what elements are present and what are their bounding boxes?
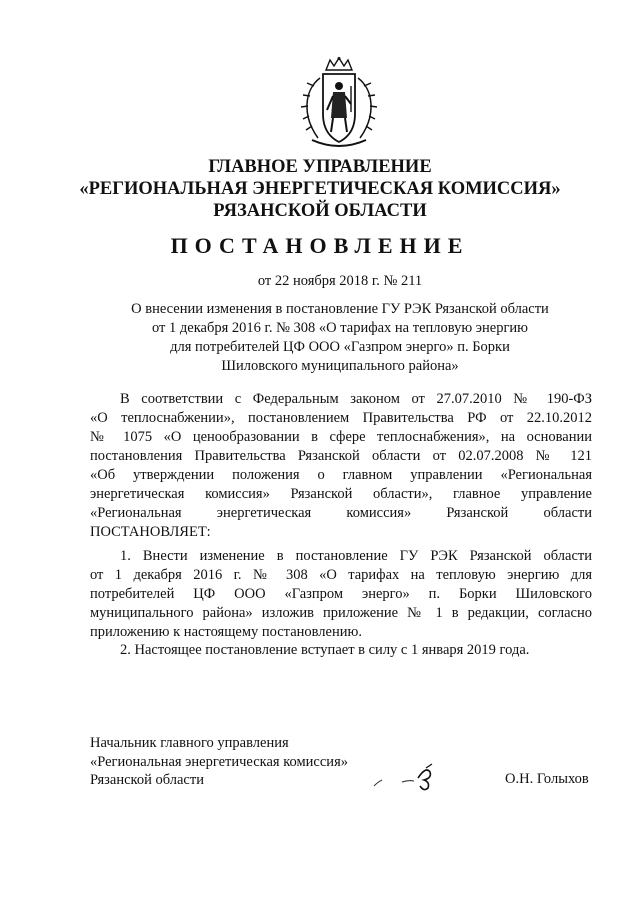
item-1-line: приложению к настоящему постановлению. [90,624,362,640]
item-1-paragraph [90,547,592,642]
item-2-paragraph [90,641,592,660]
coat-of-arms-icon [296,56,382,152]
signatory-name: О.Н. Голыхов [505,771,589,787]
subject-block [0,300,640,376]
signatory-position-line: Начальник главного управления [90,735,289,751]
subject-line: для потребителей ЦФ ООО «Газпром энерго» п. Борки [170,339,510,355]
preamble-line: постановления Правительства Рязанской области от 02.07.2008 № 121 [90,448,592,464]
agency-title-line-3: РЯЗАНСКОЙ ОБЛАСТИ [213,201,427,221]
document-type-title: ПОСТАНОВЛЕНИЕ [170,233,470,258]
agency-title-line-1: ГЛАВНОЕ УПРАВЛЕНИЕ [208,157,432,177]
preamble-line: энергетическая комиссия» Рязанской области», главное управление [90,486,592,502]
date-and-number: от 22 ноября 2018 г. № 211 [257,273,423,289]
agency-title-line-2: «РЕГИОНАЛЬНАЯ ЭНЕРГЕТИЧЕСКАЯ КОМИССИЯ» [79,179,561,199]
item-1-line: 1. Внести изменение в постановление ГУ РЭК Рязанской области [120,548,592,564]
preamble-line: «Региональная энергетическая комиссия» Рязанской области [90,505,592,521]
preamble-line: В соответствии с Федеральным законом от 27.07.2010 № 190-ФЗ [120,391,592,407]
signatory-position-line: Рязанской области [90,772,204,788]
preamble-line: ПОСТАНОВЛЯЕТ: [90,524,211,540]
signatory-position-line: «Региональная энергетическая комиссия» [90,753,348,770]
handwritten-signature [372,760,442,792]
subject-line: О внесении изменения в постановление ГУ РЭК Рязанской области [131,301,549,317]
preamble-paragraph [90,390,592,542]
item-2-line: 2. Настоящее постановление вступает в силу с 1 января 2019 года. [120,642,530,658]
signatory-position [90,734,348,790]
preamble-line: № 1075 «О ценообразовании в сфере теплоснабжения», на основании [90,429,592,445]
item-1-line: от 1 декабря 2016 г. № 308 «О тарифах на тепловую энергию для [90,567,592,583]
item-1-line: муниципального района» изложив приложение № 1 в редакции, согласно [90,605,592,621]
subject-line: от 1 декабря 2016 г. № 308 «О тарифах на тепловую энергию [151,320,529,336]
item-1-line: потребителей ЦФ ООО «Газпром энерго» п. Борки Шиловского [90,586,592,602]
preamble-line: «О теплоснабжении», постановлением Правительства РФ от 22.10.2012 [90,410,592,426]
subject-line: Шиловского муниципального района» [221,358,459,374]
preamble-line: «Об утверждении положения о главном управлении «Региональная [90,467,592,483]
